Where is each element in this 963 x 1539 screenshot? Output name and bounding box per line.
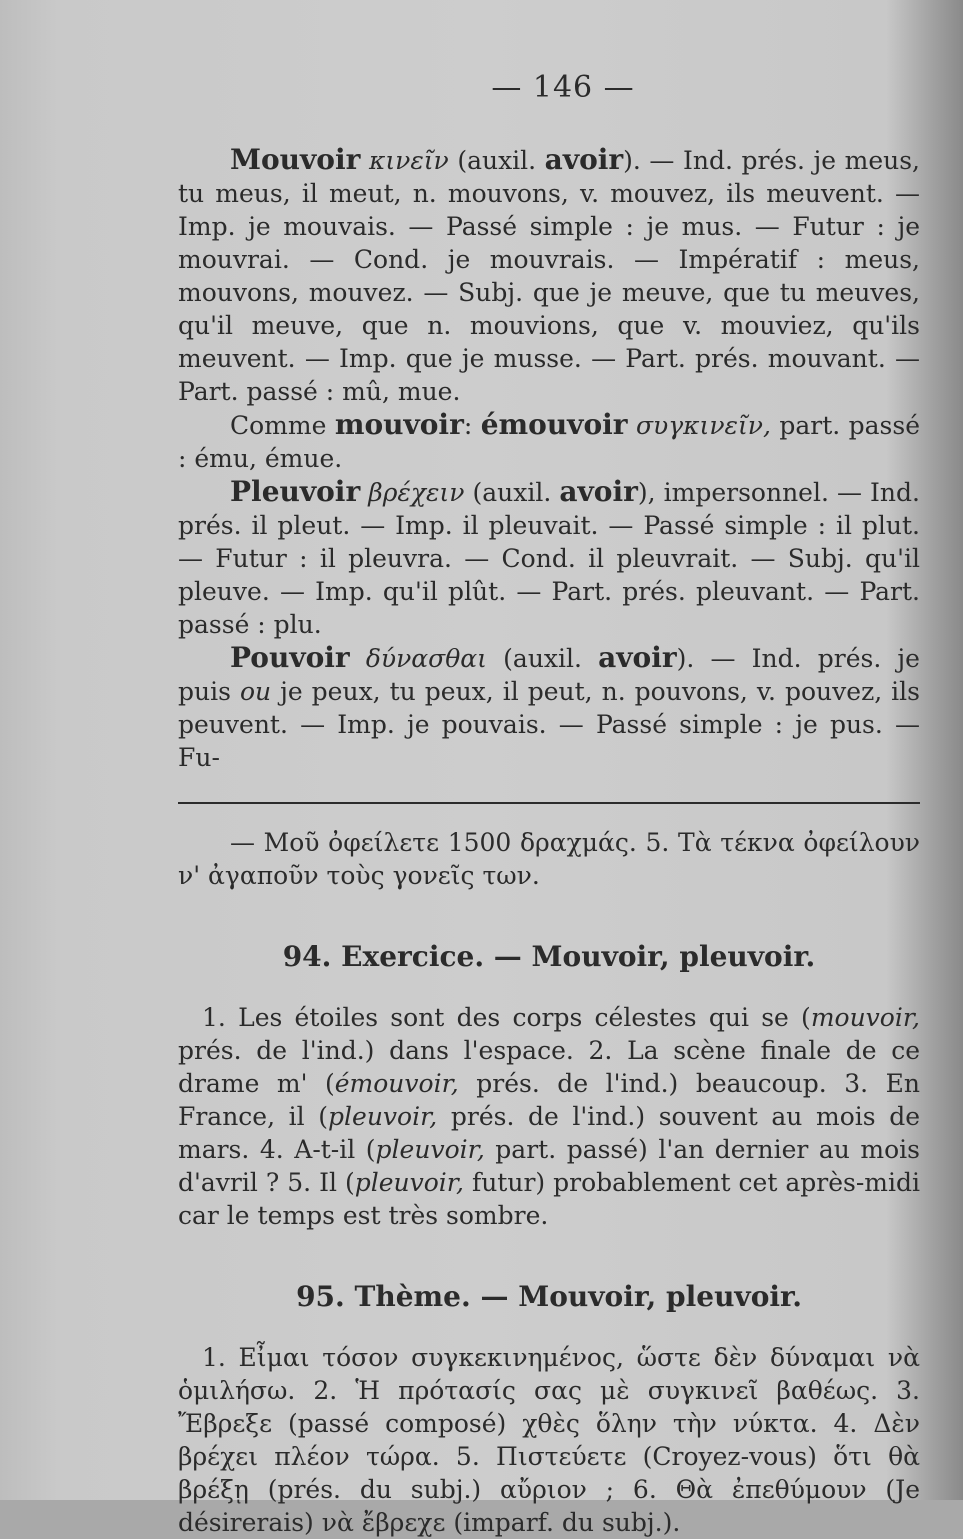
- theme-95-text: 1. Εἶμαι τόσον συγκεκινημένος, ὥστε δὲν δύναμαι νὰ ὁμιλήσω. 2. Ἡ πρότασίς σας μὲ συγκινεῖ βαθέως. 3. Ἔβρεξε (passé composé) χθὲς ὅλην τὴν νύκτα. 4. Δὲν βρέχει πλέον τώρα. 5. Πιστεύετε (Croyez-vous) ὅτι θὰ βρέξῃ (prés. du subj.) αὔριον ; 6. Θὰ ἐπεθύμουν (Je désirerais) νὰ ἔβρεχε (imparf. du subj.).: [178, 1343, 920, 1537]
- page-number: — 146 —: [491, 70, 635, 105]
- exercise-segment: prés. de l'ind.) souvent au mois de mars. 4. A-t-il (: [178, 1102, 920, 1164]
- exercise-segment: prés. de l'ind.) beaucoup. 3. En France, il (: [178, 1069, 920, 1131]
- conjugation-text: ), impersonnel. — Ind. prés. il pleut. — Imp. il pleuvait. — Passé simple : il plut. — Futur : il pleuvra. — Cond. il pleuvrait. — Subj. qu'il pleuve. — Imp. qu'il plût. — Part. prés. pleuvant. — Part. passé : plu.: [178, 478, 920, 639]
- entry-pleuvoir: [178, 475, 920, 641]
- entry-head: Pleuvoir: [230, 475, 361, 508]
- aux-label: (auxil.: [472, 478, 552, 507]
- footnote-rule: [178, 802, 920, 804]
- exercise-verb: mouvoir,: [810, 1003, 920, 1032]
- entry-head: Mouvoir: [230, 143, 361, 176]
- entry-pouvoir: [178, 641, 920, 774]
- aux-verb: avoir: [544, 143, 624, 176]
- comme-prefix: Comme: [230, 411, 327, 440]
- greek-translation: βρέχειν: [368, 478, 465, 507]
- exercise-verb: pleuvoir,: [375, 1135, 485, 1164]
- page-content: [178, 70, 920, 1539]
- aux-label: (auxil.: [503, 644, 582, 673]
- entry-head: Pouvoir: [230, 641, 350, 674]
- aux-label: (auxil.: [457, 146, 537, 175]
- exercise-segment: part. passé) l'an dernier au mois d'avril ? 5. Il (: [178, 1135, 920, 1197]
- exercise-94-text: [178, 1001, 920, 1232]
- exercise-segment: 1. Les étoiles sont des corps célestes qui se (: [202, 1003, 811, 1032]
- conjugation-text: ). — Ind. prés. je puis: [178, 644, 920, 706]
- theme-95-title: 95. Thème. — Mouvoir, pleuvoir.: [296, 1280, 802, 1313]
- conjugation-text: part. passé : ému, émue.: [178, 411, 921, 473]
- comme-colon: :: [463, 411, 473, 440]
- exercise-segment: futur) probablement cet après-midi car le temps est très sombre.: [178, 1168, 920, 1230]
- comme-verb: mouvoir: [334, 408, 464, 441]
- conjugation-text-cont: je peux, tu peux, il peut, n. pouvons, v. pouvez, ils peuvent. — Imp. je pouvais. — Passé simple : je pus. — Fu-: [178, 677, 921, 772]
- footnote-text: — Μοῦ ὀφείλετε 1500 δραχμάς. 5. Τὰ τέκνα ὀφείλουν ν' ἀγαποῦν τοὺς γονεῖς των.: [178, 828, 920, 890]
- greek-translation: κινεῖν: [368, 146, 449, 175]
- exercise-verb: pleuvoir,: [354, 1168, 464, 1197]
- derived-verb: émouvoir: [480, 408, 628, 441]
- conjugation-text: ). — Ind. prés. je meus, tu meus, il meut, n. mouvons, v. mouvez, ils meuvent. — Imp. je mouvais. — Passé simple : je mus. — Futur : je mouvrai. — Cond. je mouvrais. — Impératif : meus, mouvons, mouvez. — Subj. que je meuve, que tu meuves, qu'il meuve, que n. mouvions, que v. mouviez, qu'ils meuvent. — Imp. que je musse. — Part. prés. mouvant. — Part. passé : mû, mue.: [178, 146, 921, 406]
- exercise-segment: prés. de l'ind.) dans l'espace. 2. La scène finale de ce drame m' (: [178, 1036, 920, 1098]
- exercise-verb: émouvoir,: [334, 1069, 459, 1098]
- entry-comme-mouvoir: [178, 408, 920, 475]
- aux-verb: avoir: [598, 641, 677, 674]
- exercise-verb: pleuvoir,: [328, 1102, 438, 1131]
- ou-word: ou: [239, 677, 272, 706]
- greek-translation: συγκινεῖν,: [635, 411, 771, 440]
- exercise-94-title: 94. Exercice. — Mouvoir, pleuvoir.: [282, 940, 816, 973]
- greek-translation: δύνασθαι: [365, 644, 487, 673]
- entry-mouvoir: [178, 143, 920, 408]
- aux-verb: avoir: [559, 475, 638, 508]
